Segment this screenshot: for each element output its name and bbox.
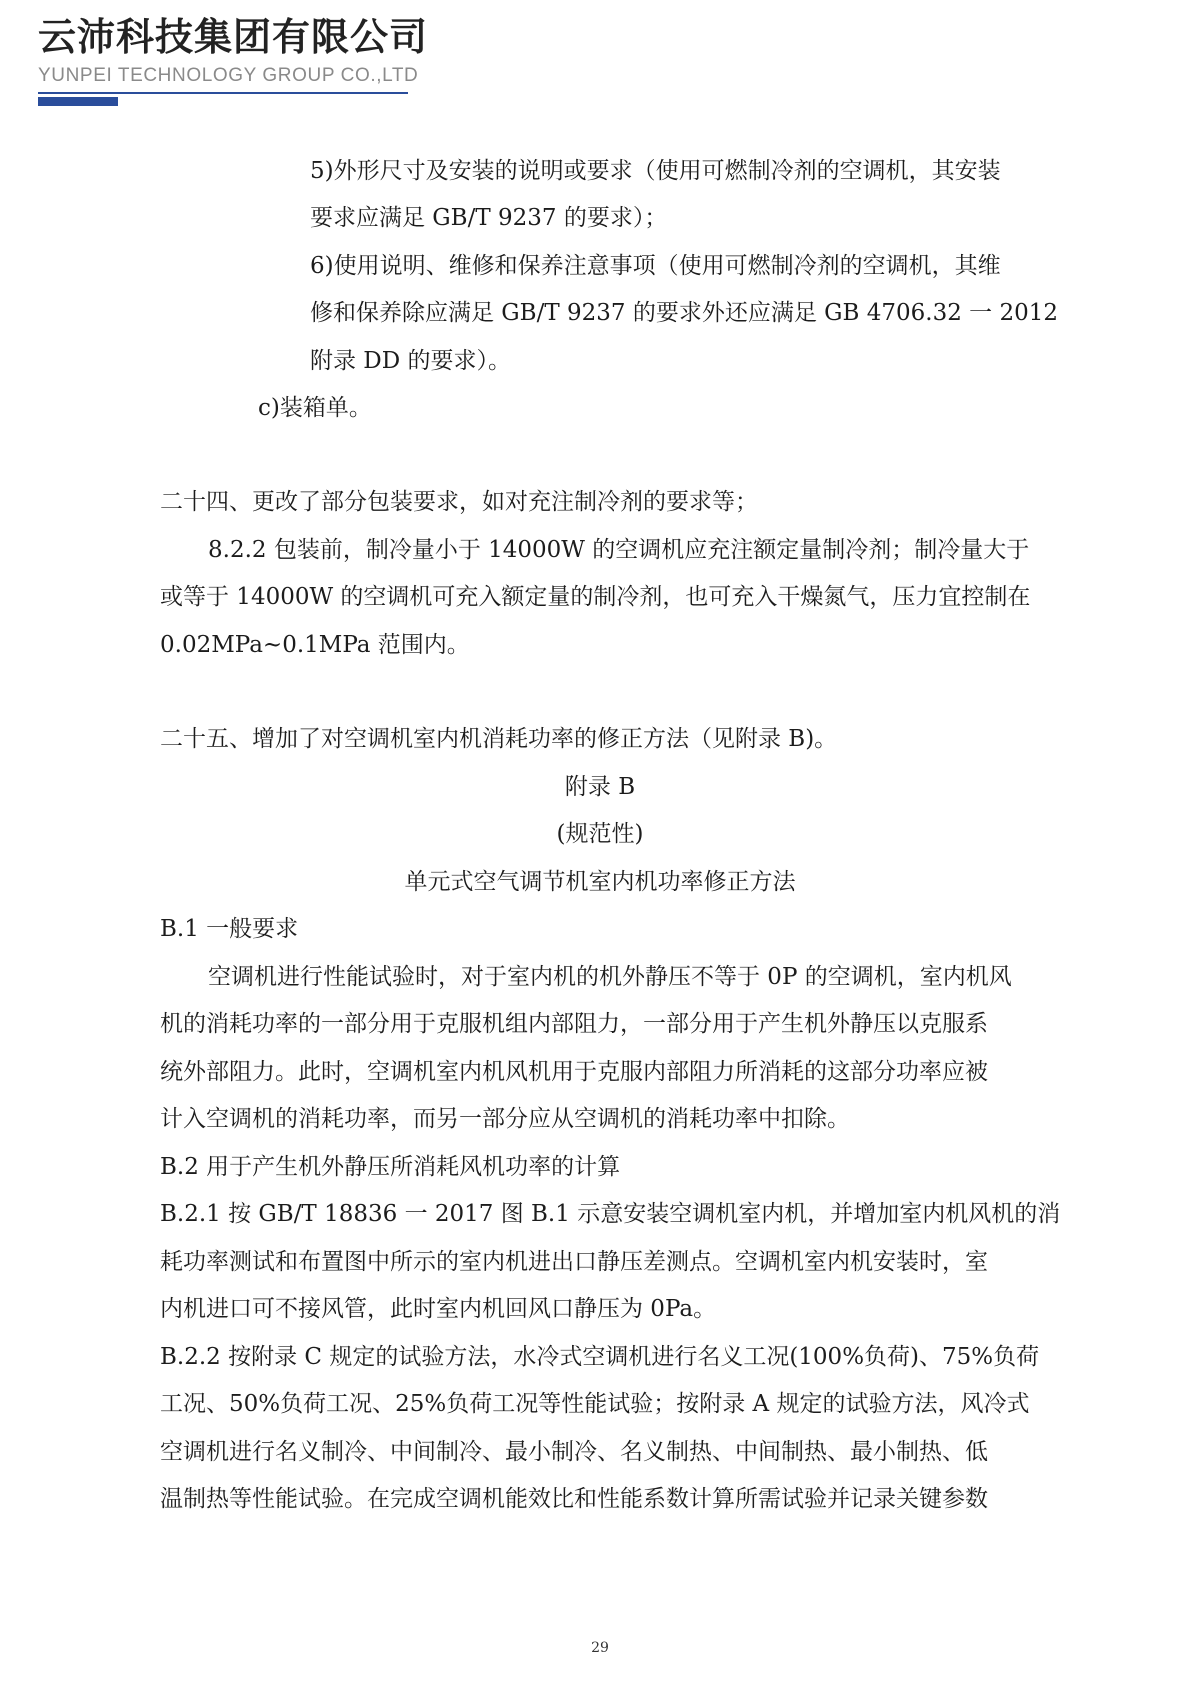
- body-line: 8.2.2 包装前，制冷量小于 14000W 的空调机应充注额定量制冷剂；制冷量大于: [208, 537, 1030, 563]
- appendix-type: (规范性): [556, 821, 644, 847]
- section-heading: 二十四、更改了部分包装要求，如对充注制冷剂的要求等；: [160, 489, 758, 515]
- body-line: 6)使用说明、维修和保养注意事项（使用可燃制冷剂的空调机，其维: [310, 253, 1001, 279]
- body-line: 机的消耗功率的一部分用于克服机组内部阻力，一部分用于产生机外静压以克服系: [160, 1011, 988, 1037]
- subsection-heading: B.1 一般要求: [160, 916, 299, 942]
- document-header: [38, 12, 429, 88]
- page-number: 29: [591, 1640, 609, 1656]
- body-line: 5)外形尺寸及安装的说明或要求（使用可燃制冷剂的空调机，其安装: [310, 158, 1001, 184]
- section-heading: 二十五、增加了对空调机室内机消耗功率的修正方法（见附录 B)。: [160, 726, 838, 752]
- header-rule: [38, 92, 408, 94]
- body-line: 内机进口可不接风管，此时室内机回风口静压为 0Pa。: [160, 1296, 717, 1322]
- body-line: 计入空调机的消耗功率，而另一部分应从空调机的消耗功率中扣除。: [160, 1106, 850, 1132]
- appendix-title: 附录 B: [564, 774, 636, 800]
- body-line: 修和保养除应满足 GB/T 9237 的要求外还应满足 GB 4706.32 一 2012: [310, 300, 1058, 326]
- body-line: 要求应满足 GB/T 9237 的要求）；: [310, 205, 668, 231]
- body-line: 附录 DD 的要求）。: [310, 348, 512, 374]
- body-line: 0.02MPa~0.1MPa 范围内。: [160, 632, 470, 658]
- body-line: 空调机进行名义制冷、中间制冷、最小制冷、名义制热、中间制热、最小制热、低: [160, 1439, 988, 1465]
- body-line: B.2.1 按 GB/T 18836 一 2017 图 B.1 示意安装空调机室内机，并增加室内机风机的消: [160, 1201, 1061, 1227]
- body-line: 耗功率测试和布置图中所示的室内机进出口静压差测点。空调机室内机安装时，室: [160, 1249, 988, 1275]
- subsection-heading: B.2 用于产生机外静压所消耗风机功率的计算: [160, 1154, 621, 1180]
- body-line: 空调机进行性能试验时，对于室内机的机外静压不等于 0P 的空调机，室内机风: [208, 964, 1012, 990]
- body-line: 工况、50%负荷工况、25%负荷工况等性能试验；按附录 A 规定的试验方法，风冷式: [160, 1391, 1030, 1417]
- header-accent-block: [38, 97, 118, 106]
- body-line: 或等于 14000W 的空调机可充入额定量的制冷剂，也可充入干燥氮气，压力宜控制在: [160, 584, 1031, 610]
- body-line: 温制热等性能试验。在完成空调机能效比和性能系数计算所需试验并记录关键参数: [160, 1486, 988, 1512]
- company-name-cn: 云沛科技集团有限公司: [38, 15, 429, 59]
- appendix-subtitle: 单元式空气调节机室内机功率修正方法: [404, 869, 796, 895]
- body-line: c)装箱单。: [258, 395, 372, 421]
- company-name-en: YUNPEI TECHNOLOGY GROUP CO.,LTD: [38, 65, 419, 86]
- body-line: B.2.2 按附录 C 规定的试验方法，水冷式空调机进行名义工况(100%负荷)、75%负荷: [160, 1344, 1040, 1370]
- body-line: 统外部阻力。此时，空调机室内机风机用于克服内部阻力所消耗的这部分功率应被: [160, 1059, 988, 1085]
